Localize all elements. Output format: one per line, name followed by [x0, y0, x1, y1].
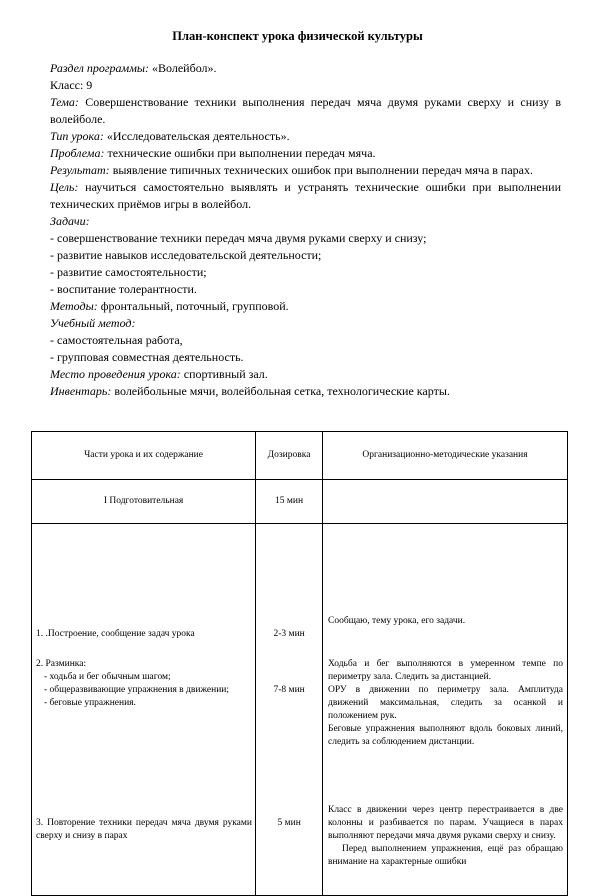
row1-dose: 2-3 мин — [273, 629, 305, 639]
place-value: спортивный зал. — [180, 367, 268, 381]
row3-notes — [328, 804, 563, 869]
topic-line — [33, 94, 561, 128]
row1-content: 1. .Построение, сообщение задач урока — [36, 629, 195, 639]
column-header-dose: Дозировка — [256, 432, 323, 480]
lesson-table — [31, 431, 568, 896]
section-label: Раздел программы: — [50, 61, 149, 75]
content-cell — [32, 524, 256, 896]
section-name: I Подготовительная — [32, 480, 256, 524]
result-label: Результат: — [50, 163, 110, 177]
study-method-item: - групповая совместная деятельность. — [50, 350, 244, 364]
goal-line — [33, 179, 561, 213]
row1-notes: Сообщаю, тему урока, его задачи. — [327, 616, 466, 626]
table-row — [32, 524, 568, 896]
section-notes — [322, 480, 567, 524]
lesson-type-label: Тип урока: — [50, 129, 104, 143]
row3-dose: 5 мин — [277, 818, 301, 828]
lesson-type-value: «Исследовательская деятельность». — [103, 129, 290, 143]
document-title: План-конспект урока физической культуры — [172, 29, 423, 43]
inventory-line — [33, 383, 561, 400]
lesson-meta — [33, 60, 561, 400]
class-line: Класс: 9 — [50, 78, 93, 92]
row3-content: 3. Повторение техники передач мяча двумя руками сверху и снизу в парах — [36, 818, 252, 841]
goal-label: Цель: — [50, 180, 79, 194]
task-item: - развитие самостоятельности; — [50, 265, 207, 279]
dose-cell — [256, 524, 323, 896]
section-row — [32, 480, 568, 524]
table-header-row — [32, 432, 568, 480]
result-value: выявление типичных технических ошибок при выполнении передач мяча в парах. — [109, 163, 534, 177]
section-line — [33, 60, 561, 77]
task-item: - воспитание толерантности. — [50, 282, 197, 296]
section-dose: 15 мин — [256, 480, 323, 524]
topic-label: Тема: — [50, 95, 79, 109]
study-method-label: Учебный метод: — [50, 316, 136, 330]
inventory-label: Инвентарь: — [50, 384, 112, 398]
column-header-content: Части урока и их содержание — [32, 432, 256, 480]
row2-note: ОРУ в движении по периметру зала. Амплитуда движений максимальная, следить за осанкой и положением рук. — [327, 685, 563, 721]
section-value: «Волейбол». — [149, 61, 217, 75]
notes-cell — [322, 524, 567, 896]
row2-content-item: - общеразвивающие упражнения в движении; — [44, 685, 229, 695]
problem-label: Проблема: — [50, 146, 105, 160]
task-item: - совершенствование техники передач мяча двумя руками сверху и снизу; — [50, 231, 427, 245]
row2-content-item: - ходьба и бег обычным шагом; — [44, 672, 171, 682]
row2-content — [36, 658, 252, 710]
column-header-notes: Организационно-методические указания — [322, 432, 567, 480]
row3-note: Класс в движении через центр перестраивается в две колонны и разбивается по парам. Учащиеся в парах выполняют передачи мяча двумя руками сверху и снизу. — [327, 805, 563, 841]
goal-value: научиться самостоятельно выявлять и устранять технические ошибки при выполнении технических приёмов игры в волейбол. — [50, 180, 561, 211]
row2-content-title: 2. Разминка: — [36, 659, 87, 669]
study-method-item: - самостоятельная работа, — [50, 333, 183, 347]
row3-note: Перед выполнением упражнения, ещё раз обращаю внимание на характерные ошибки — [327, 844, 563, 867]
methods-line — [33, 298, 561, 315]
place-label: Место проведения урока: — [50, 367, 181, 381]
place-line — [33, 366, 561, 383]
problem-line — [33, 145, 561, 162]
task-item: - развитие навыков исследовательской деятельности; — [50, 248, 322, 262]
tasks-label: Задачи: — [50, 214, 90, 228]
row2-dose: 7-8 мин — [273, 685, 305, 695]
row2-content-item: - беговые упражнения. — [44, 698, 136, 708]
row2-note: Беговые упражнения выполняют вдоль боковых линий, следить за соблюдением дистанции. — [327, 724, 563, 747]
inventory-value: волейбольные мячи, волейбольная сетка, технологические карты. — [111, 384, 450, 398]
problem-value: технические ошибки при выполнении передач мяча. — [104, 146, 376, 160]
methods-label: Методы: — [50, 299, 98, 313]
row2-notes — [328, 658, 563, 749]
row2-note: Ходьба и бег выполняются в умеренном темпе по периметру зала. Следить за дистанцией. — [327, 659, 563, 682]
topic-value: Совершенствование техники выполнения передач мяча двумя руками сверху и снизу в волейболе. — [50, 95, 561, 126]
result-line — [33, 162, 561, 179]
lesson-type-line — [33, 128, 561, 145]
methods-value: фронтальный, поточный, групповой. — [97, 299, 289, 313]
